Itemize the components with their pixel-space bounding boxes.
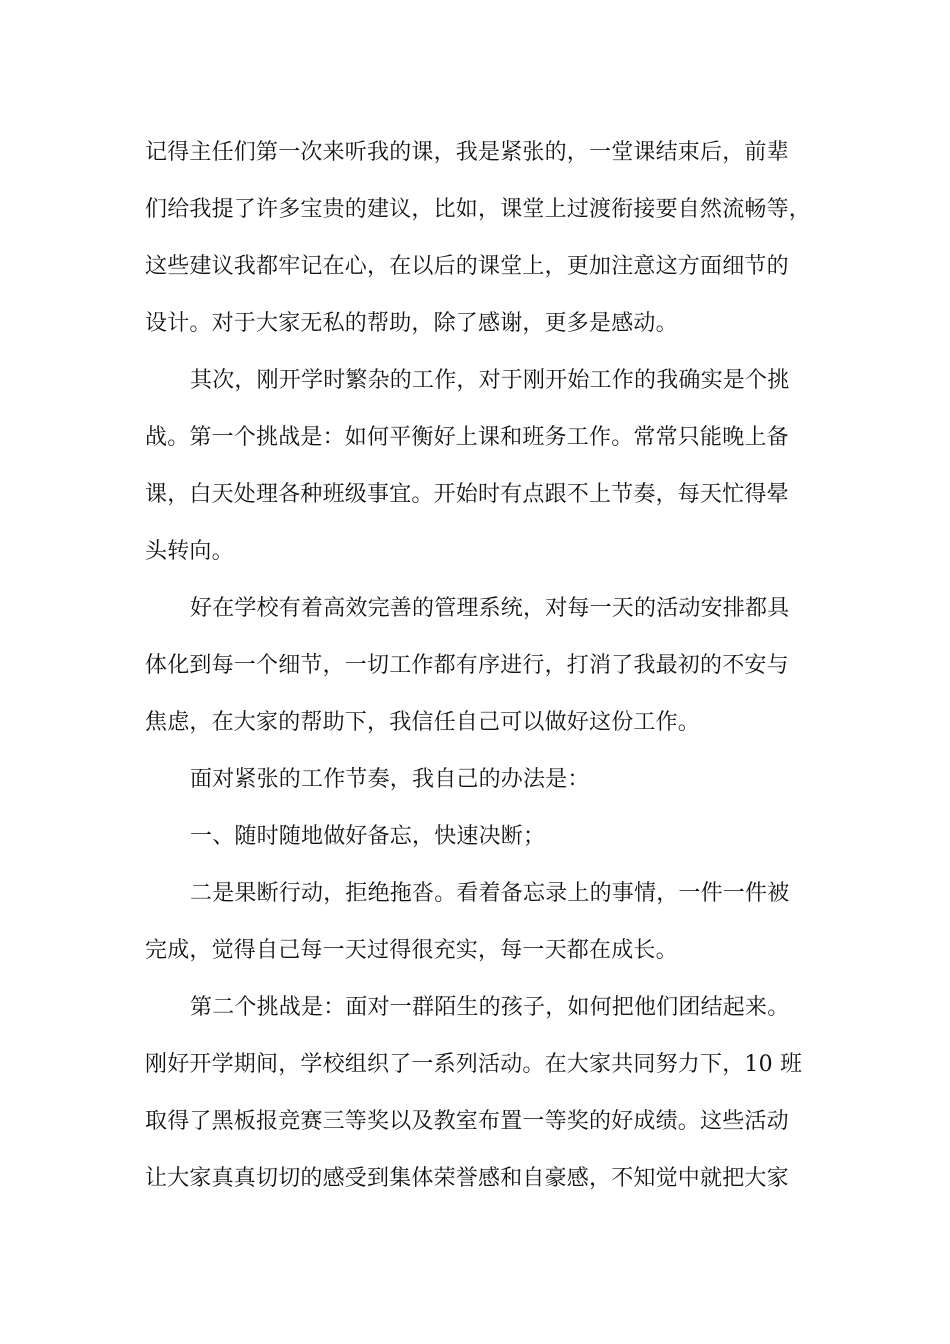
- text-line: 课，白天处理各种班级事宜。开始时有点跟不上节奏，每天忙得晕: [145, 482, 789, 507]
- text-line: 二是果断行动，拒绝拖沓。看着备忘录上的事情，一件一件被: [190, 881, 790, 906]
- text-line: 面对紧张的工作节奏，我自己的办法是：: [190, 767, 590, 792]
- text-line: 体化到每一个细节，一切工作都有序进行，打消了我最初的不安与: [145, 653, 789, 678]
- text-line: 取得了黑板报竞赛三等奖以及教室布置一等奖的好成绩。这些活动: [145, 1109, 789, 1134]
- document-body: [145, 124, 810, 1207]
- text-line: 其次，刚开学时繁杂的工作，对于刚开始工作的我确实是个挑: [190, 368, 790, 393]
- text-line: 焦虑，在大家的帮助下，我信任自己可以做好这份工作。: [145, 710, 701, 735]
- text-line: 们给我提了许多宝贵的建议，比如，课堂上过渡衔接要自然流畅等，: [145, 197, 812, 222]
- text-line: 第二个挑战是：面对一群陌生的孩子，如何把他们团结起来。: [190, 995, 790, 1020]
- text-line: 完成，觉得自己每一天过得很充实，每一天都在成长。: [145, 938, 678, 963]
- text-line: 设计。对于大家无私的帮助，除了感谢，更多是感动。: [145, 311, 678, 336]
- text-line: 让大家真真切切的感受到集体荣誉感和自豪感，不知觉中就把大家: [145, 1166, 789, 1191]
- text-line: 这些建议我都牢记在心，在以后的课堂上，更加注意这方面细节的: [145, 254, 789, 279]
- text-line: 刚好开学期间，学校组织了一系列活动。在大家共同努力下，10 班: [145, 1052, 803, 1077]
- text-line: 头转向。: [145, 539, 234, 564]
- text-line: 战。第一个挑战是：如何平衡好上课和班务工作。常常只能晚上备: [145, 425, 789, 450]
- text-line: 好在学校有着高效完善的管理系统，对每一天的活动安排都具: [190, 596, 790, 621]
- text-line: 一、随时随地做好备忘，快速决断；: [190, 824, 546, 849]
- text-line: 记得主任们第一次来听我的课，我是紧张的，一堂课结束后，前辈: [145, 140, 789, 165]
